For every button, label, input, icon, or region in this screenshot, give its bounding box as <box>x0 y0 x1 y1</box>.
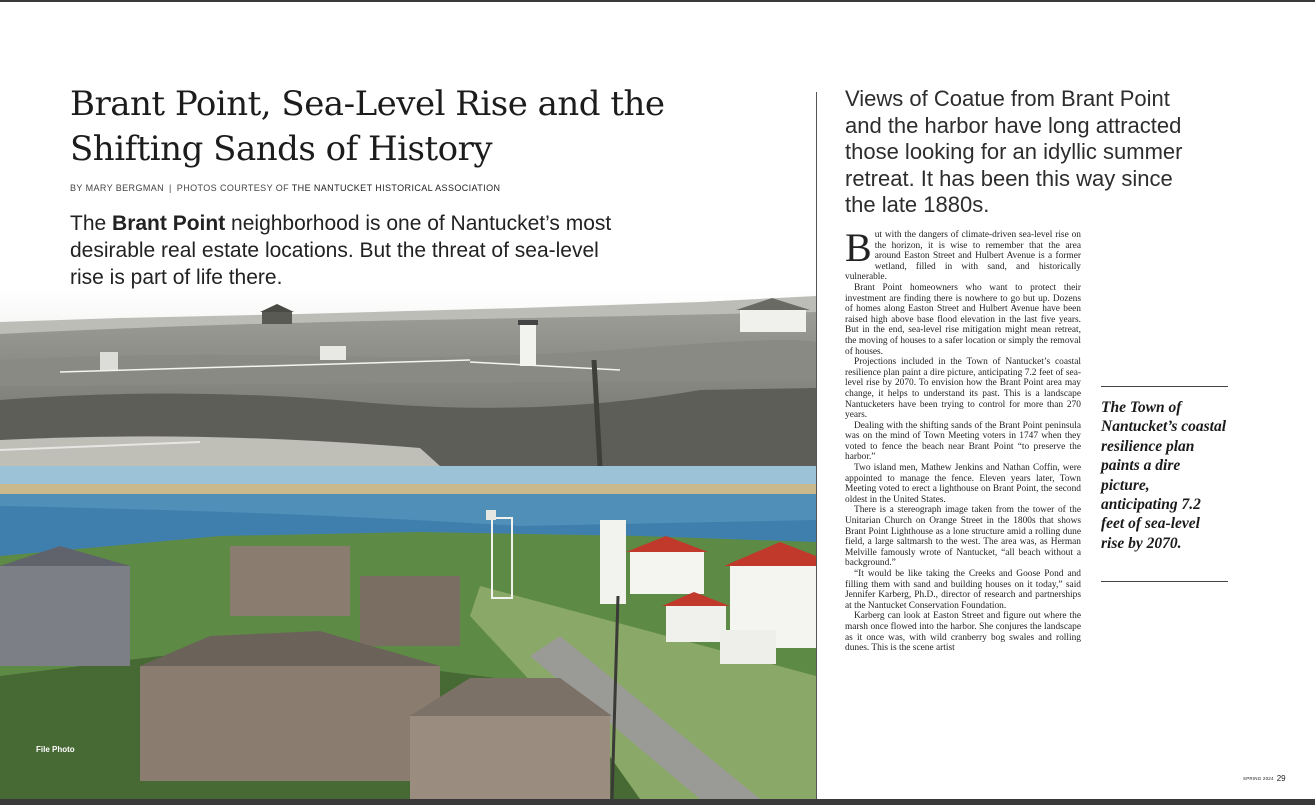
photo-credit: File Photo <box>36 745 75 754</box>
body-paragraph: There is a stereograph image taken from the tower of the Unitarian Church on Orange Street in the 1800s that shows Brant Point Lighthouse as a lone structure amid a rolling dune field, a large saltmarsh to the west. The area was, as Herman Melville famously wrote of Nantucket, “all beach without a background.” <box>845 505 1081 569</box>
dek-post: neighborhood is one of Nantucket’s most desirable real estate locations. But the threat of sea-level rise is part of life there. <box>70 212 612 289</box>
article-dek <box>70 210 630 291</box>
bottom-border <box>0 799 1315 805</box>
article-body <box>845 225 1081 654</box>
body-paragraph-1 <box>845 225 1081 283</box>
body-paragraph: Karberg can look at Easton Street and figure out where the marsh once flowed into the harbor. She conjures the landscape as it once was, with wild cranberry bog swales and rolling dunes. This is the scene artist <box>845 611 1081 654</box>
byline-author: MARY BERGMAN <box>85 183 165 193</box>
body-paragraph: Two island men, Mathew Jenkins and Nathan Coffin, were appointed to manage the fence. Eleven years later, Town Meeting voted to erect a lighthouse on Brant Point, the second oldest in the United States. <box>845 463 1081 505</box>
folio <box>1243 774 1286 783</box>
pull-quote-rule-top <box>1101 386 1228 387</box>
body-paragraph-1-text: ut with the dangers of climate-driven sea-level rise on the horizon, it is wise to remember that the area around Easton Street and Hulbert Avenue is a former wetland, filled in with sand, and historically vulnerable. <box>845 230 1081 283</box>
dek-pre: The <box>70 212 107 235</box>
body-paragraph: Dealing with the shifting sands of the Brant Point peninsula was on the mind of Town Meeting voters in 1747 when they voted to fence the beach near Brant Point “to preserve the harbor.” <box>845 420 1081 463</box>
byline-separator: | <box>169 183 172 193</box>
column-divider <box>816 92 817 799</box>
article-title: Brant Point, Sea-Level Rise and the Shifting Sands of History <box>70 84 665 169</box>
byline <box>70 183 500 193</box>
main-pull-quote: Views of Coatue from Brant Point and the harbor have long attracted those looking for an idyllic summer retreat. It has been this way since the late 1880s. <box>845 86 1183 217</box>
aerial-brant-point-photo <box>0 466 816 799</box>
body-paragraph: “It would be like taking the Creeks and Goose Pond and filling them with sand and building houses on it today,” said Jennifer Karberg, Ph.D., director of research and partnerships at the Nantucket Conservation Foundation. <box>845 569 1081 611</box>
body-paragraph: Brant Point homeowners who want to protect their investment are finding there is nowhere to go but up. Dozens of homes along Easton Street and Hulbert Avenue have been raised high above base flood elevation in the last five years. But in the end, sea-level rise mitigation might mean retreat, the moving of houses to a safer location or simply the removal of houses. <box>845 282 1081 357</box>
top-border <box>0 0 1315 2</box>
drop-cap: B <box>845 225 872 270</box>
folio-page-number: 29 <box>1276 774 1286 783</box>
pull-quote-rule-bottom <box>1101 581 1228 582</box>
dek-bold: Brant Point <box>112 212 226 235</box>
byline-photos-label: PHOTOS COURTESY OF <box>176 183 290 193</box>
side-pull-quote: The Town of Nantucket’s coastal resilience plan paints a dire picture, anticipating 7.2 feet of sea-level rise by 2070. <box>1101 399 1226 552</box>
body-paragraph: Projections included in the Town of Nantucket’s coastal resilience plan paint a dire picture, anticipating 7.2 feet of sea-level rise by 2070. To envision how the Brant Point area may change, it helps to understand its past. This is a landscape Nantucketers have been trying to control for more than 270 years. <box>845 357 1081 421</box>
byline-photos-source: THE NANTUCKET HISTORICAL ASSOCIATION <box>291 183 501 193</box>
historic-brant-point-photo <box>0 290 816 466</box>
byline-by: BY <box>70 183 83 193</box>
folio-issue: SPRING 2024 <box>1243 776 1274 781</box>
